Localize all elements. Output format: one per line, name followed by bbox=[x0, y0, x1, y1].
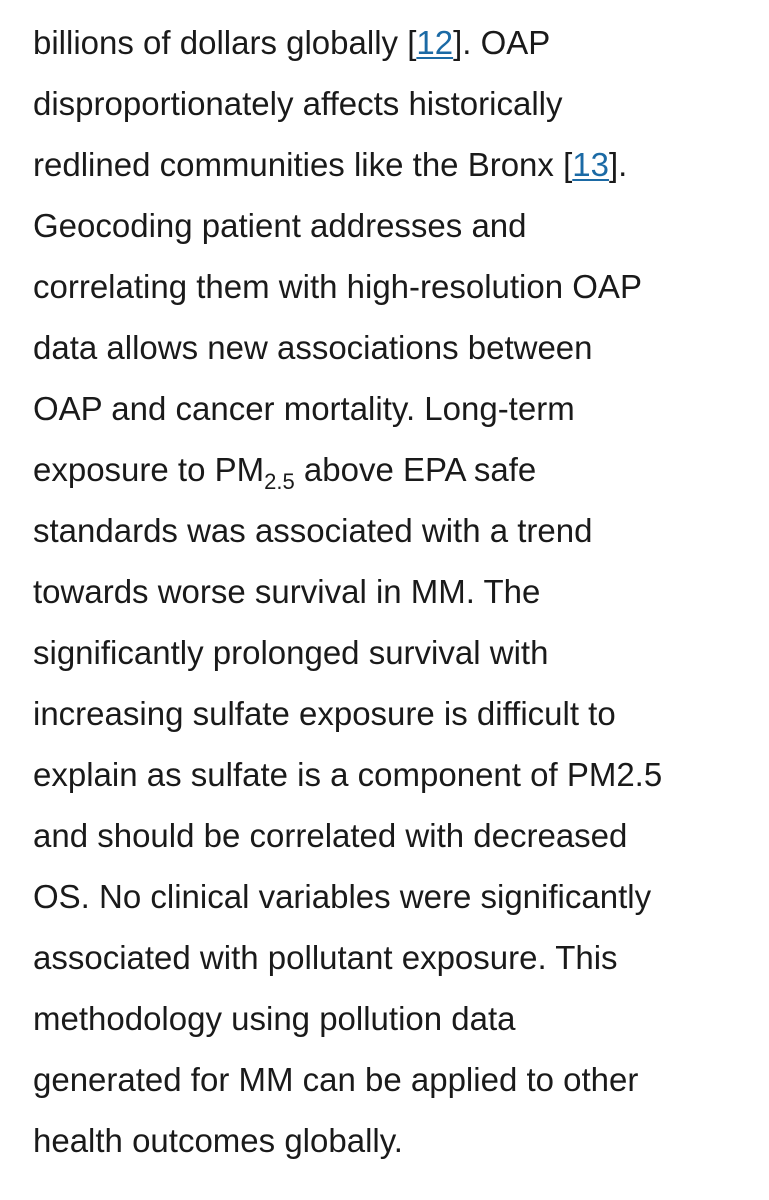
text-segment: above EPA safe bbox=[294, 451, 537, 488]
article-paragraph bbox=[33, 12, 763, 1171]
text-segment: exposure to PM bbox=[33, 451, 265, 488]
text-line-16: associated with pollutant exposure. This bbox=[33, 939, 618, 976]
text-line-7: OAP and cancer mortality. Long-term bbox=[33, 390, 575, 427]
text-segment: ]. bbox=[608, 146, 628, 183]
text-line-2: disproportionately affects historically bbox=[33, 85, 563, 122]
text-line-17: methodology using pollution data bbox=[33, 1000, 516, 1037]
text-line-12: increasing sulfate exposure is difficult to bbox=[33, 695, 616, 732]
text-line-9: standards was associated with a trend bbox=[33, 512, 593, 549]
text-line-13: explain as sulfate is a component of PM2.5 bbox=[33, 756, 663, 793]
text-segment: ]. OAP bbox=[453, 24, 551, 61]
text-line-6: data allows new associations between bbox=[33, 329, 593, 366]
text-segment: billions of dollars globally [ bbox=[33, 24, 417, 61]
text-segment: redlined communities like the Bronx [ bbox=[33, 146, 573, 183]
text-line-4: Geocoding patient addresses and bbox=[33, 207, 527, 244]
text-line-14: and should be correlated with decreased bbox=[33, 817, 628, 854]
text-line-8 bbox=[33, 439, 763, 500]
citation-link-12[interactable]: 12 bbox=[416, 24, 454, 61]
text-line-10: towards worse survival in MM. The bbox=[33, 573, 541, 610]
text-line-15: OS. No clinical variables were significantly bbox=[33, 878, 652, 915]
text-line-3 bbox=[33, 134, 763, 195]
citation-link-13[interactable]: 13 bbox=[572, 146, 609, 183]
text-line-19: health outcomes globally. bbox=[33, 1122, 403, 1159]
text-line-1 bbox=[33, 12, 763, 73]
pm-subscript: 2.5 bbox=[264, 469, 295, 494]
text-line-11: significantly prolonged survival with bbox=[33, 634, 549, 671]
text-line-18: generated for MM can be applied to other bbox=[33, 1061, 639, 1098]
text-line-5: correlating them with high-resolution OAP bbox=[33, 268, 642, 305]
